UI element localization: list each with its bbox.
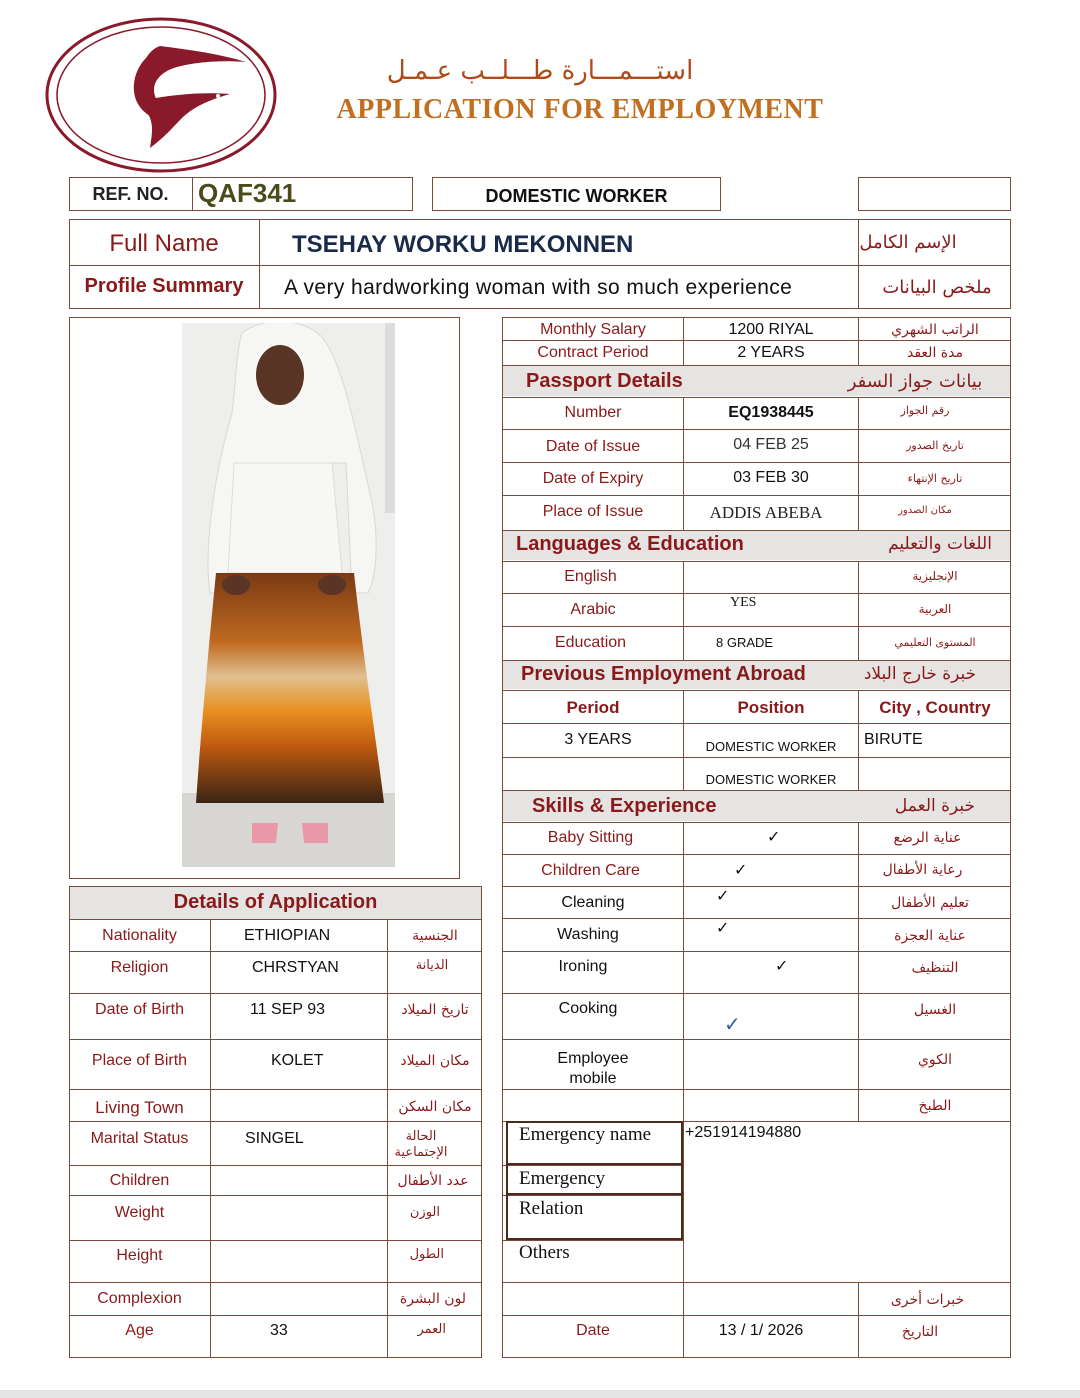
languages-header-ar: اللغات والتعليم [888,534,992,554]
living-town-label-ar: مكان السكن [398,1099,472,1115]
religion-label-ar: الديانة [415,958,449,973]
col-position: Position [737,698,805,717]
prev-period-1: 3 YEARS [564,731,632,748]
skill-cooking-label-ar: الغسيل [913,1002,957,1018]
issue-place-value: ADDIS ABEBA [709,503,823,522]
children-label-ar: عدد الأطفال [397,1173,469,1189]
profile-label-ar: ملخص البيانات [882,277,992,298]
expiry-date-label: Date of Expiry [542,470,644,487]
living-town-label: Living Town [95,1098,184,1117]
full-name-label: Full Name [109,230,219,257]
complexion-label-ar: لون البشرة [399,1291,467,1307]
full-name-value: TSEHAY WORKU MEKONNEN [292,231,634,258]
employee-mobile-label-ar: الكوي [917,1052,953,1068]
details-header: Details of Application [173,891,378,913]
profile-value: A very hardworking woman with so much experience [284,276,793,299]
passport-header: Passport Details [526,370,683,392]
skill-ironing-label-ar: التنظيف [911,960,959,976]
applicant-photo [182,323,395,867]
emergency-label: Emergency [519,1168,606,1189]
date-value: 13 / 1/ 2026 [718,1322,804,1339]
pob-value: KOLET [271,1052,324,1069]
dob-label: Date of Birth [95,1001,184,1018]
passport-number-value: EQ1938445 [728,404,814,421]
marital-label: Marital Status [90,1130,189,1147]
full-name-label-ar: الإسم الكامل [859,232,957,253]
age-value: 33 [270,1322,288,1339]
education-value: 8 GRADE [716,635,774,650]
salary-label: Monthly Salary [540,321,646,338]
job-title: DOMESTIC WORKER [485,186,668,206]
expiry-date-value: 03 FEB 30 [733,469,809,486]
skill-baby-sitting-label-ar: عناية الرضع [893,830,962,846]
age-label-ar: العمر [417,1322,446,1337]
expiry-date-label-ar: تاريخ الإنتهاء [907,472,963,485]
children-label: Children [109,1172,170,1189]
page-bottom-strip [0,1390,1080,1398]
education-label-ar: المستوى التعليمي [894,636,976,649]
skill-children-care-label: Children Care [541,862,640,879]
skill-cooking-label: Cooking [558,1000,618,1017]
prev-position-2: DOMESTIC WORKER [705,772,837,787]
dob-label-ar: تاريخ الميلاد [401,1002,469,1018]
pob-label-ar: مكان الميلاد [400,1053,470,1069]
marital-value: SINGEL [245,1130,304,1147]
languages-header: Languages & Education [516,533,744,555]
arabic-value: YES [730,595,757,610]
skills-header-ar: خبرة العمل [894,796,976,816]
english-label: English [564,568,617,585]
weight-label-ar: الوزن [409,1205,440,1220]
date-label-ar: التاريخ [901,1324,939,1340]
skill-baby-sitting-check: ✓ [767,829,781,846]
religion-value: CHRSTYAN [252,959,339,976]
salary-value: 1200 RIYAL [728,321,814,338]
skill-ironing-check: ✓ [775,958,789,975]
others-label-ar: خبرات أخرى [890,1292,965,1308]
salary-label-ar: الراتب الشهري [891,322,979,338]
title-english: APPLICATION FOR EMPLOYMENT [336,94,824,125]
issue-place-label: Place of Issue [542,503,644,520]
height-label: Height [116,1247,163,1264]
issue-date-label-ar: تاريخ الصدور [906,439,964,452]
issue-date-value: 04 FEB 25 [733,436,809,453]
blank-row-label-ar: الطبخ [918,1098,952,1114]
ref-value: QAF341 [198,178,297,208]
col-city: City , Country [879,698,991,717]
blank-box [858,177,1011,211]
skill-washing-label-ar: عناية العجزة [894,928,966,944]
relation-label: Relation [519,1198,584,1219]
others-label: Others [519,1242,570,1263]
prev-position-1: DOMESTIC WORKER [705,739,837,754]
date-label: Date [576,1322,610,1339]
skill-baby-sitting-label: Baby Sitting [547,829,634,846]
issue-place-label-ar: مكان الصدور [898,505,952,516]
skill-cleaning-label: Cleaning [561,894,625,911]
religion-label: Religion [110,959,169,976]
arabic-label: Arabic [570,601,616,618]
pob-label: Place of Birth [91,1052,188,1069]
contract-period-value: 2 YEARS [737,344,805,361]
emergency-name-label: Emergency name [519,1124,652,1145]
marital-label-ar: الحالة الإجتماعية [394,1129,448,1160]
complexion-label: Complexion [97,1290,182,1307]
title-arabic: استـــمـــارة طـــلــب عـمـل [386,56,694,86]
skill-cooking-check: ✓ [724,1014,741,1036]
skill-cleaning-check: ✓ [716,888,730,905]
contract-period-label-ar: مدة العقد [907,345,963,361]
arabic-label-ar: العربية [918,602,952,616]
skill-children-care-check: ✓ [734,862,748,879]
col-period: Period [566,698,620,717]
issue-date-label: Date of Issue [545,438,641,455]
age-label: Age [125,1322,154,1339]
height-label-ar: الطول [409,1247,444,1262]
previous-header-ar: خبرة خارج البلاد [863,664,977,684]
ref-label: REF. NO. [92,184,169,204]
skills-header: Skills & Experience [532,795,717,817]
passport-number-label-ar: رقم الجواز [900,404,950,417]
nationality-label-ar: الجنسية [412,928,458,944]
weight-label: Weight [114,1204,165,1221]
nationality-label: Nationality [102,927,177,944]
passport-number-label: Number [564,404,622,421]
skill-washing-label: Washing [557,926,619,943]
skill-cleaning-label-ar: تعليم الأطفال [891,895,969,911]
education-label: Education [554,634,627,651]
details-table [69,886,482,1358]
employee-mobile-label: Employee mobile [557,1050,629,1087]
contract-period-label: Contract Period [537,344,649,361]
previous-header: Previous Employment Abroad [521,663,806,685]
dob-value: 11 SEP 93 [250,1001,326,1018]
company-logo [42,14,280,176]
nationality-value: ETHIOPIAN [244,927,331,944]
prev-city-1: BIRUTE [864,731,923,748]
passport-header-ar: بيانات جواز السفر [847,371,983,392]
skill-washing-check: ✓ [716,920,730,937]
emergency-phone: +251914194880 [685,1124,802,1141]
skill-ironing-label: Ironing [558,958,608,975]
profile-label: Profile Summary [84,275,244,297]
skill-children-care-label-ar: رعاية الأطفال [882,862,963,878]
english-label-ar: الإنجليزية [912,569,958,583]
